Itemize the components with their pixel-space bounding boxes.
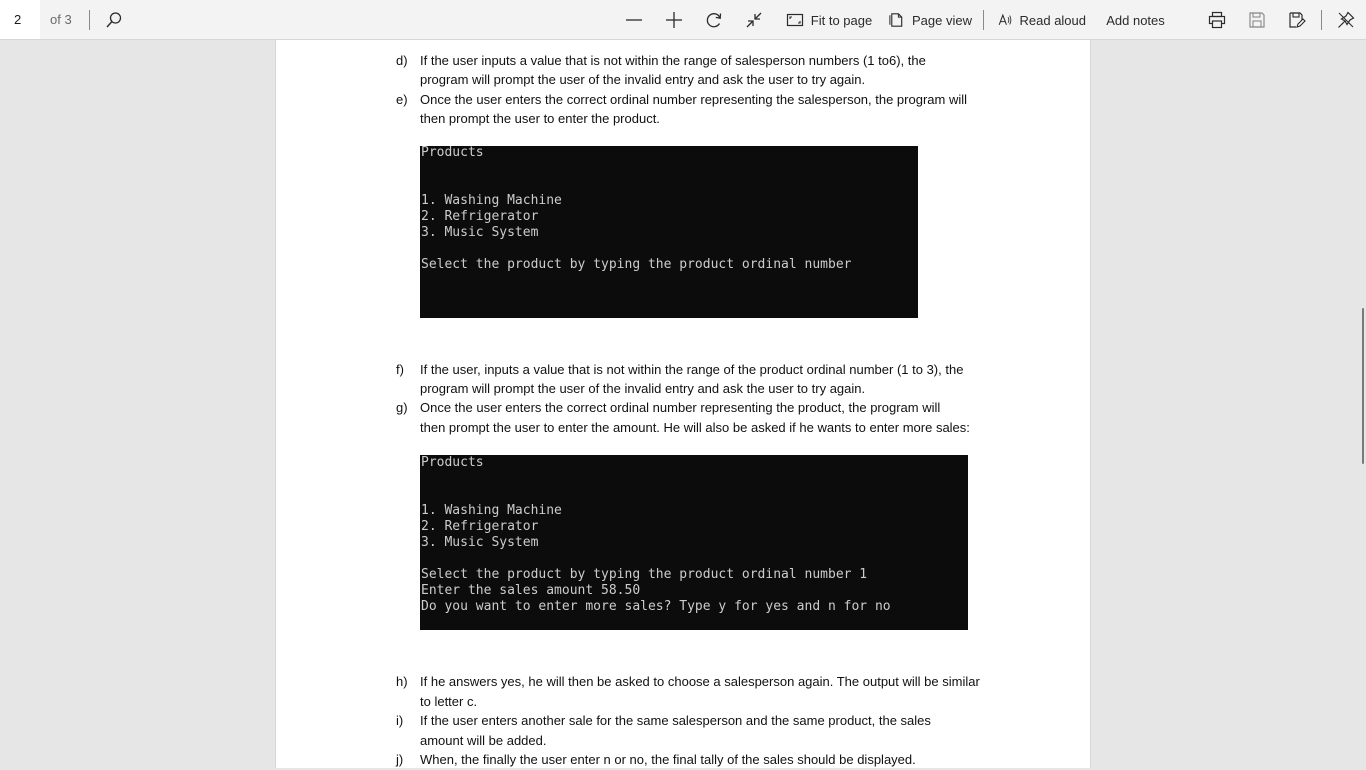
list-text-line: program will prompt the user of the invalid entry and ask the user to try again.: [420, 381, 866, 396]
toolbar-divider: [983, 10, 984, 30]
list-marker: e): [396, 92, 408, 107]
console-line: 3. Music System: [421, 535, 539, 550]
list-marker: d): [396, 53, 408, 68]
read-aloud-icon: [998, 11, 1013, 29]
toolbar-divider: [1321, 10, 1322, 30]
fit-to-page-button[interactable]: [784, 4, 874, 36]
save-as-icon: [1288, 11, 1306, 29]
vertical-scrollbar[interactable]: [1360, 40, 1366, 768]
fit-to-page-icon: [786, 11, 804, 29]
list-text-line: If he answers yes, he will then be asked to choose a salesperson again. The output will be similar: [420, 674, 980, 689]
list-text-line: If the user inputs a value that is not within the range of salesperson numbers (1 to6), the: [420, 53, 926, 68]
console-line: 1. Washing Machine: [421, 503, 562, 518]
toolbar-divider: [89, 10, 90, 30]
list-text-line: amount will be added.: [420, 733, 547, 748]
rotate-icon: [705, 11, 723, 29]
console-line: 3. Music System: [421, 225, 539, 240]
printer-icon: [1208, 11, 1226, 29]
fit-to-page-label: Fit to page: [810, 12, 873, 28]
settings-button[interactable]: [1334, 4, 1358, 36]
console-line: Products: [421, 145, 484, 160]
page-count-label: of 3: [50, 12, 72, 27]
zoom-in-button[interactable]: [662, 4, 686, 36]
settings-pin-icon: [1337, 11, 1355, 29]
add-notes-label: Add notes: [1106, 12, 1165, 28]
exit-fullscreen-button[interactable]: [742, 4, 766, 36]
search-icon: [105, 11, 123, 29]
console-line: Select the product by typing the product ordinal number 1: [421, 567, 868, 582]
page-view-label: Page view: [912, 12, 972, 28]
list-marker: j): [396, 752, 404, 767]
zoom-out-button[interactable]: [622, 4, 646, 36]
minus-icon: [625, 11, 643, 29]
console-line: 1. Washing Machine: [421, 193, 562, 208]
console-line: Do you want to enter more sales? Type y for yes and n for no: [421, 599, 891, 614]
list-marker: g): [396, 400, 408, 415]
page-number-input[interactable]: [0, 0, 40, 39]
rotate-button[interactable]: [702, 4, 726, 36]
console-line: Products: [421, 455, 484, 470]
list-text-line: Once the user enters the correct ordinal number representing the product, the program will: [420, 400, 941, 415]
console-screenshot-sales: [420, 455, 968, 630]
list-text-line: to letter c.: [420, 694, 478, 709]
search-button[interactable]: [102, 4, 126, 36]
list-marker: i): [396, 713, 404, 728]
list-text-line: then prompt the user to enter the product.: [420, 111, 660, 126]
console-line: Enter the sales amount 58.50: [421, 583, 641, 598]
list-text-line: If the user, inputs a value that is not within the range of the product ordinal number (1 to 3), the: [420, 362, 964, 377]
scrollbar-thumb[interactable]: [1362, 308, 1364, 464]
save-as-button[interactable]: [1285, 4, 1309, 36]
print-button[interactable]: [1205, 4, 1229, 36]
save-button[interactable]: [1245, 4, 1269, 36]
page-view-icon: [888, 11, 905, 29]
list-marker: h): [396, 674, 408, 689]
document-viewer[interactable]: [0, 40, 1366, 768]
collapse-icon: [745, 11, 763, 29]
console-line: 2. Refrigerator: [421, 519, 539, 534]
document-page: [275, 40, 1091, 768]
list-text-line: If the user enters another sale for the same salesperson and the same product, the sales: [420, 713, 931, 728]
list-text-line: program will prompt the user of the invalid entry and ask the user to try again.: [420, 72, 866, 87]
list-text-line: When, the finally the user enter n or no, the final tally of the sales should be displayed.: [420, 752, 916, 767]
save-icon: [1248, 11, 1266, 29]
read-aloud-label: Read aloud: [1019, 12, 1086, 28]
read-aloud-button[interactable]: [998, 4, 1086, 36]
add-notes-button[interactable]: [1104, 4, 1165, 36]
console-line: Select the product by typing the product ordinal number: [421, 257, 852, 272]
page-view-button[interactable]: [888, 4, 972, 36]
console-line: 2. Refrigerator: [421, 209, 539, 224]
list-marker: f): [396, 362, 404, 377]
list-text-line: Once the user enters the correct ordinal number representing the salesperson, the program will: [420, 92, 968, 107]
console-screenshot-products: [420, 146, 918, 318]
plus-icon: [665, 11, 683, 29]
pdf-toolbar: [0, 0, 1366, 40]
list-text-line: then prompt the user to enter the amount. He will also be asked if he wants to enter more sales:: [420, 420, 970, 435]
